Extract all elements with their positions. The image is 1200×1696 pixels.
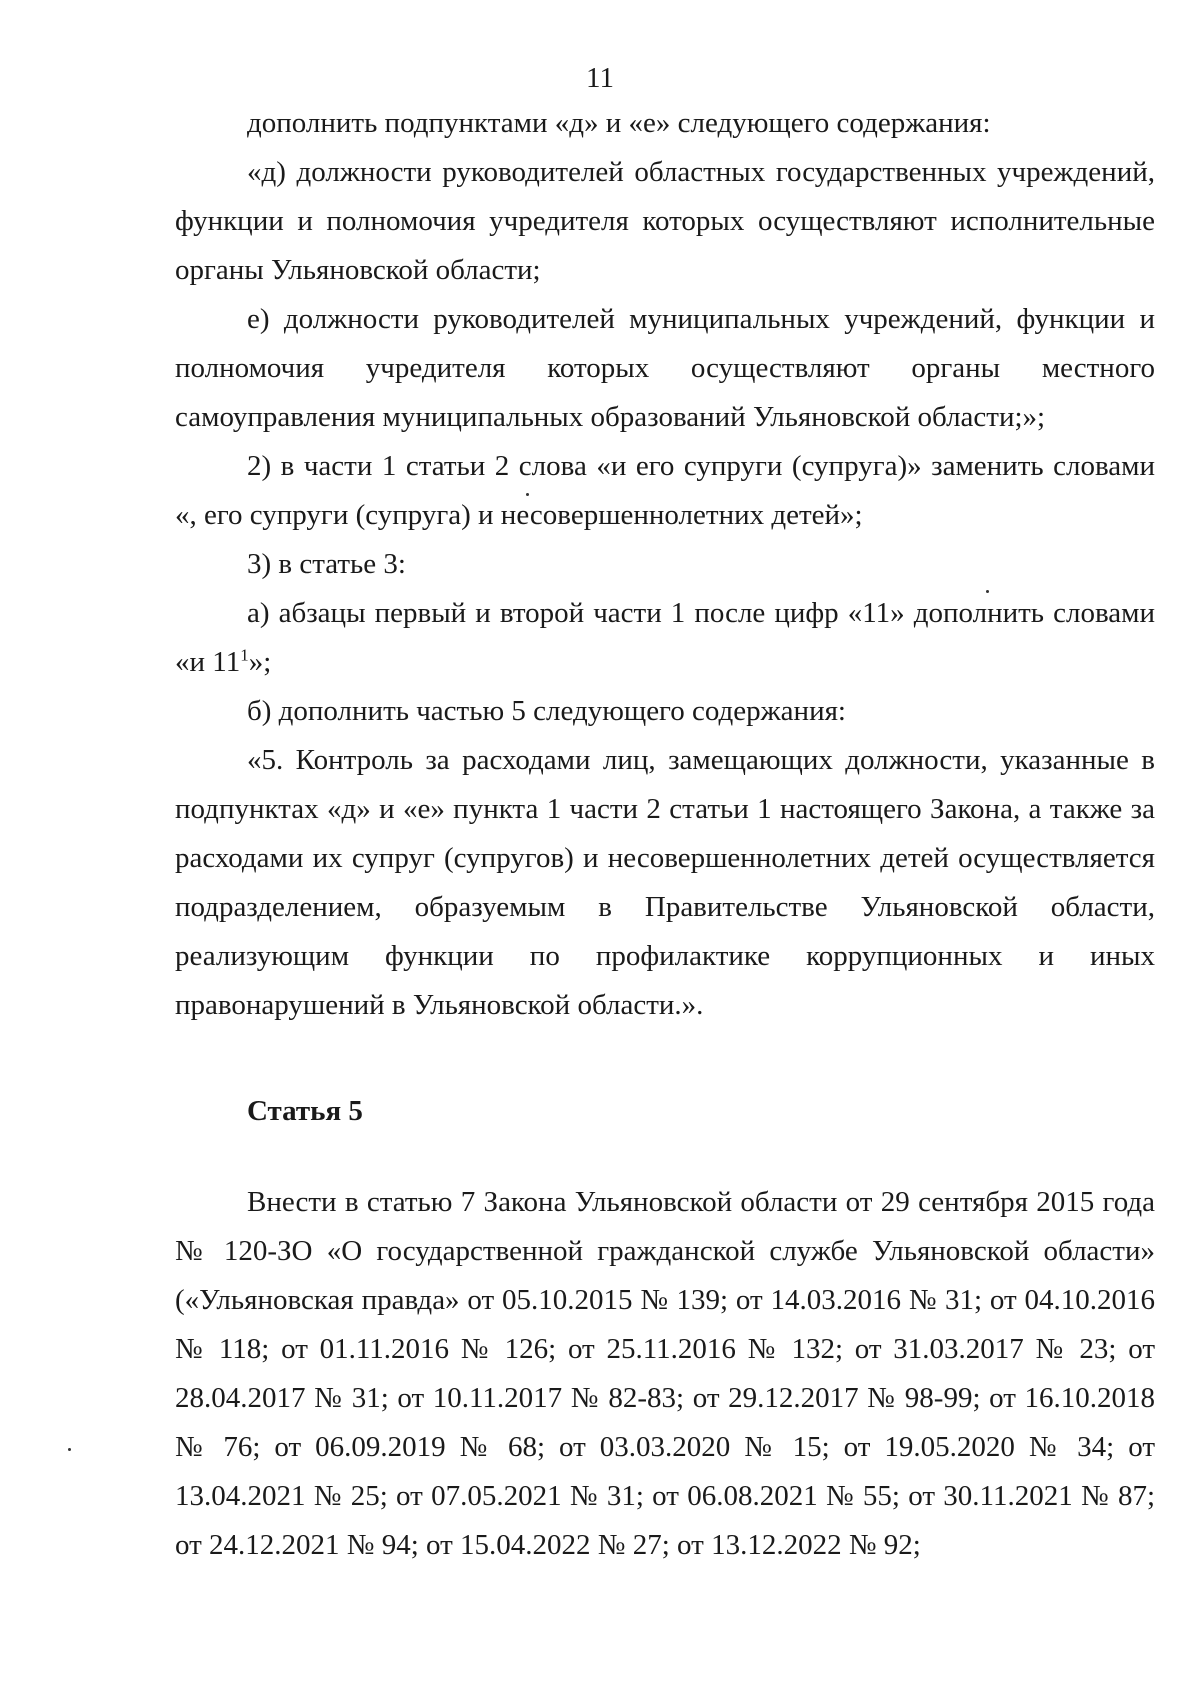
paragraph-text: »; xyxy=(248,646,272,678)
paragraph: «5. Контроль за расходами лиц, замещающих должности, указанные в подпунктах «д» и «е» пункта 1 части 2 статьи 1 настоящего Закона, а также за расходами их супруг (супругов) и несовершеннолетних детей осуществляется подразделением, образуемым в Правительстве Ульяновской области, реализующим функции по профилактике коррупционных и иных правонарушений в Ульяновской области.». xyxy=(175,744,1155,1021)
paragraph: 3) в статье 3: xyxy=(247,548,406,580)
scan-speck xyxy=(68,1448,71,1451)
scan-speck xyxy=(986,590,989,593)
paragraph-with-superscript xyxy=(175,589,1155,687)
paragraph: б) дополнить частью 5 следующего содержания: xyxy=(247,695,846,727)
paragraph: 2) в части 1 статьи 2 слова «и его супруги (супруга)» заменить словами «, его супруги (супруга) и несовершеннолетних детей»; xyxy=(175,450,1155,531)
superscript: 1 xyxy=(240,645,249,665)
paragraph: е) должности руководителей муниципальных учреждений, функции и полномочия учредителя которых осуществляют органы местного самоуправления муниципальных образований Ульяновской области;»; xyxy=(175,303,1155,433)
paragraph: дополнить подпунктами «д» и «е» следующего содержания: xyxy=(247,107,991,139)
paragraph-text: а) абзацы первый и второй части 1 после цифр «11» дополнить словами «и 11 xyxy=(175,597,1155,678)
paragraph: «д) должности руководителей областных государственных учреждений, функции и полномочия учредителя которых осуществляют исполнительные органы Ульяновской области; xyxy=(175,156,1155,286)
paragraph: Внести в статью 7 Закона Ульяновской области от 29 сентября 2015 года № 120-ЗО «О государственной гражданской службе Ульяновской области» («Ульяновская правда» от 05.10.2015 № 139; от 14.03.2016 № 31; от 04.10.2016 № 118; от 01.11.2016 № 126; от 25.11.2016 № 132; от 31.03.2017 № 23; от 28.04.2017 № 31; от 10.11.2017 № 82-83; от 29.12.2017 № 98-99; от 16.10.2018 № 76; от 06.09.2019 № 68; от 03.03.2020 № 15; от 19.05.2020 № 34; от 13.04.2021 № 25; от 07.05.2021 № 31; от 06.08.2021 № 55; от 30.11.2021 № 87; от 24.12.2021 № 94; от 15.04.2022 № 27; от 13.12.2022 № 92; xyxy=(175,1186,1155,1561)
article-heading: Статья 5 xyxy=(247,1095,363,1127)
article-body xyxy=(175,1178,1155,1570)
amendment-text xyxy=(175,99,1155,1030)
scan-speck xyxy=(526,493,529,496)
page-number: 11 xyxy=(586,62,614,94)
